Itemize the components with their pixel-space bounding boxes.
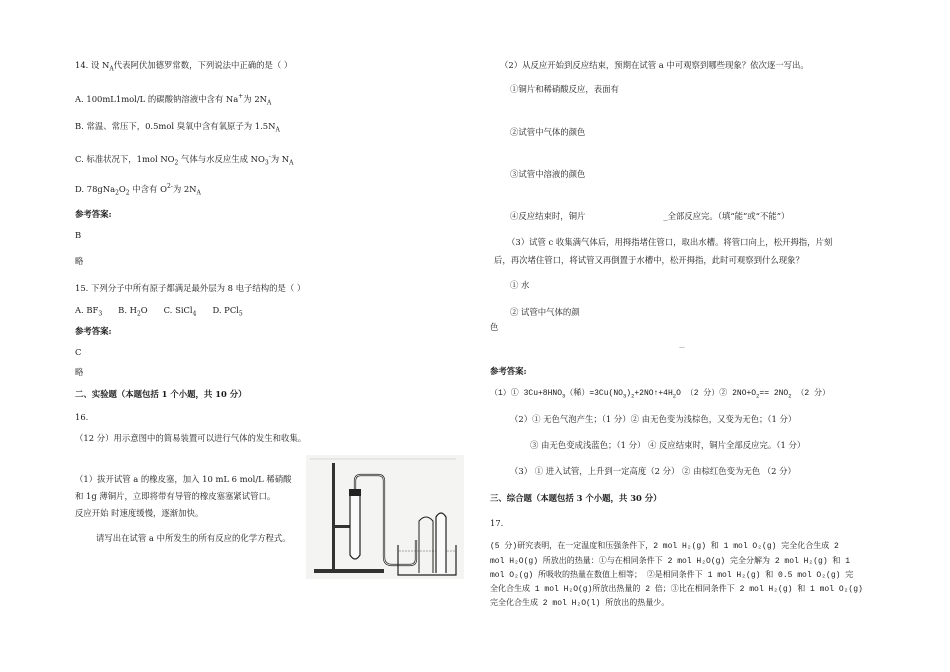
answer-label-q15: 参考答案: xyxy=(75,326,112,336)
q16-part3-item2-wrap: 色 xyxy=(490,322,499,332)
q14-answer: B xyxy=(75,230,82,240)
q14-title: 14. 设 $N_A$代表阿伏加德罗常数，下列说法中正确的是（ ） xyxy=(75,60,293,73)
q16-part1-line2: 和 1g 薄铜片，立即将带有导管的橡皮塞塞紧试管口。 xyxy=(75,491,276,501)
q16-answer-1: （1）① $3Cu+8HNO_3$（稀）$=3Cu(NO_3)_2+2NO↑+4H_2O$ （2 分）② $2NO+O_2== 2NO_2$ （2 分） xyxy=(490,389,830,400)
q14-option-d: D. $78gNa_2O_2$ 中含有 $O^{2-}$为 $2N_A$ xyxy=(75,183,201,197)
q15-options: A. $BF_3$ B. $H_2O$ C. SiCl$_4$ D. PCl$_5$ xyxy=(75,305,243,318)
q16-part3-line1: （3）试管 c 收集满气体后，用拇指堵住管口，取出水槽。将管口向上，松开拇指，片刻 xyxy=(507,237,833,247)
q16-number: 16. xyxy=(75,412,89,422)
section-2-title: 二、实验题（本题包括 1 个小题，共 10 分） xyxy=(75,389,247,399)
q16-part1-line4: 请写出在试管 a 中所发生的所有反应的化学方程式。 xyxy=(96,533,291,543)
q16-answer-2-line1: （2）① 无色气泡产生；（1 分）② 由无色变为浅棕色，又变为无色；（1 分） xyxy=(510,414,797,424)
q14-option-a: A. 100mL1mol/L 的碳酸钠溶液中含有 Na+为 $2N_A$ xyxy=(75,93,272,107)
q17-line4: 全化合生成 1 mol H₂O(g)所放出热量的 2 倍；③比在相同条件下 2 mol H₂(g) 和 1 mol O₂(g) xyxy=(490,585,863,594)
q17-line5: 完全化合生成 2 mol H₂O(l) 所放出的热量少。 xyxy=(490,599,670,608)
q16-part2-item3: ③试管中溶液的颜色 xyxy=(510,169,586,179)
q16-part2-item2: ②试管中气体的颜色 xyxy=(510,127,586,137)
q14-note: 略 xyxy=(75,256,84,266)
answer-label-q14: 参考答案: xyxy=(75,209,112,219)
q16-part1-line3: 反应开始 时速度缓慢，逐渐加快。 xyxy=(75,508,204,518)
test-tube-c xyxy=(436,513,446,573)
q16-part2-item4: ④反应结束时，铜片 _全部反应完。（填“能”或“不能”） xyxy=(510,211,790,221)
apparatus-diagram xyxy=(306,455,464,579)
q17-line3: mol O₂(g) 所吸收的热量在数值上相等； ②是相同条件下 1 mol H₂(g) 和 0.5 mol O₂(g) 完 xyxy=(490,571,854,580)
stand-rod xyxy=(332,463,335,570)
q14-option-b: B. 常温、常压下，0.5mol 臭氧中含有氧原子为 $1.5N_A$ xyxy=(75,121,280,134)
q16-part2-item1: ①铜片和稀硝酸反应，表面有 xyxy=(510,84,619,94)
q16-part3-line2: 后，再次堵住管口，将试管又再倒置于水槽中，松开拇指，此时可观察到什么现象？ xyxy=(494,255,804,265)
test-tube-a xyxy=(350,495,360,559)
answer-label-q16: 参考答案: xyxy=(490,366,527,376)
q17-number: 17. xyxy=(490,518,504,528)
q16-part3-item1: ① 水 xyxy=(510,280,530,290)
q14-option-c: C. 标准状况下，1mol $NO_2$ 气体与水反应生成 $NO_3^-$为 $N_A$ xyxy=(75,153,294,167)
stray-mark: — xyxy=(679,344,685,351)
apparatus-figure xyxy=(306,455,464,579)
q15-note: 略 xyxy=(75,367,84,377)
q17-line2: mol H₂O(g) 所放出的热量：①与在相同条件下 2 mol H₂O(g) 完全分解为 2 mol H₂(g) 和 1 xyxy=(490,557,851,566)
q16-part3-item2: ② 试管中气体的颜 xyxy=(510,307,580,317)
q16-part1-line1: （1）拔开试管 a 的橡皮塞，加入 10 mL 6 mol/L 稀硝酸 xyxy=(75,474,292,484)
q16-answer-2-line2: ③ 由无色变成浅蓝色；（1 分） ④ 反应结束时，铜片全部反应完。（1 分） xyxy=(530,440,806,450)
q15-title: 15. 下列分子中所有原子都满足最外层为 8 电子结构的是（ ） xyxy=(75,283,306,293)
rubber-stopper xyxy=(349,489,361,496)
q16-part2-title: （2）从反应开始到反应结束，预期在试管 a 中可观察到哪些现象？依次逐一写出。 xyxy=(500,60,809,70)
q17-line1: (5 分)研究表明，在一定温度和压强条件下，2 mol H₂(g) 和 1 mol O₂(g) 完全化合生成 2 xyxy=(490,542,839,551)
q16-answer-3: （3） ① 进入试管，上升到一定高度（2 分） ② 由棕红色变为无色 （2 分） xyxy=(510,466,796,476)
stand-base xyxy=(314,569,384,573)
q16-intro: （12 分）用示意图中的简易装置可以进行气体的发生和收集。 xyxy=(75,433,307,443)
section-3-title: 三、综合题（本题包括 3 个小题，共 30 分） xyxy=(490,493,662,503)
q15-answer: C xyxy=(75,347,82,357)
